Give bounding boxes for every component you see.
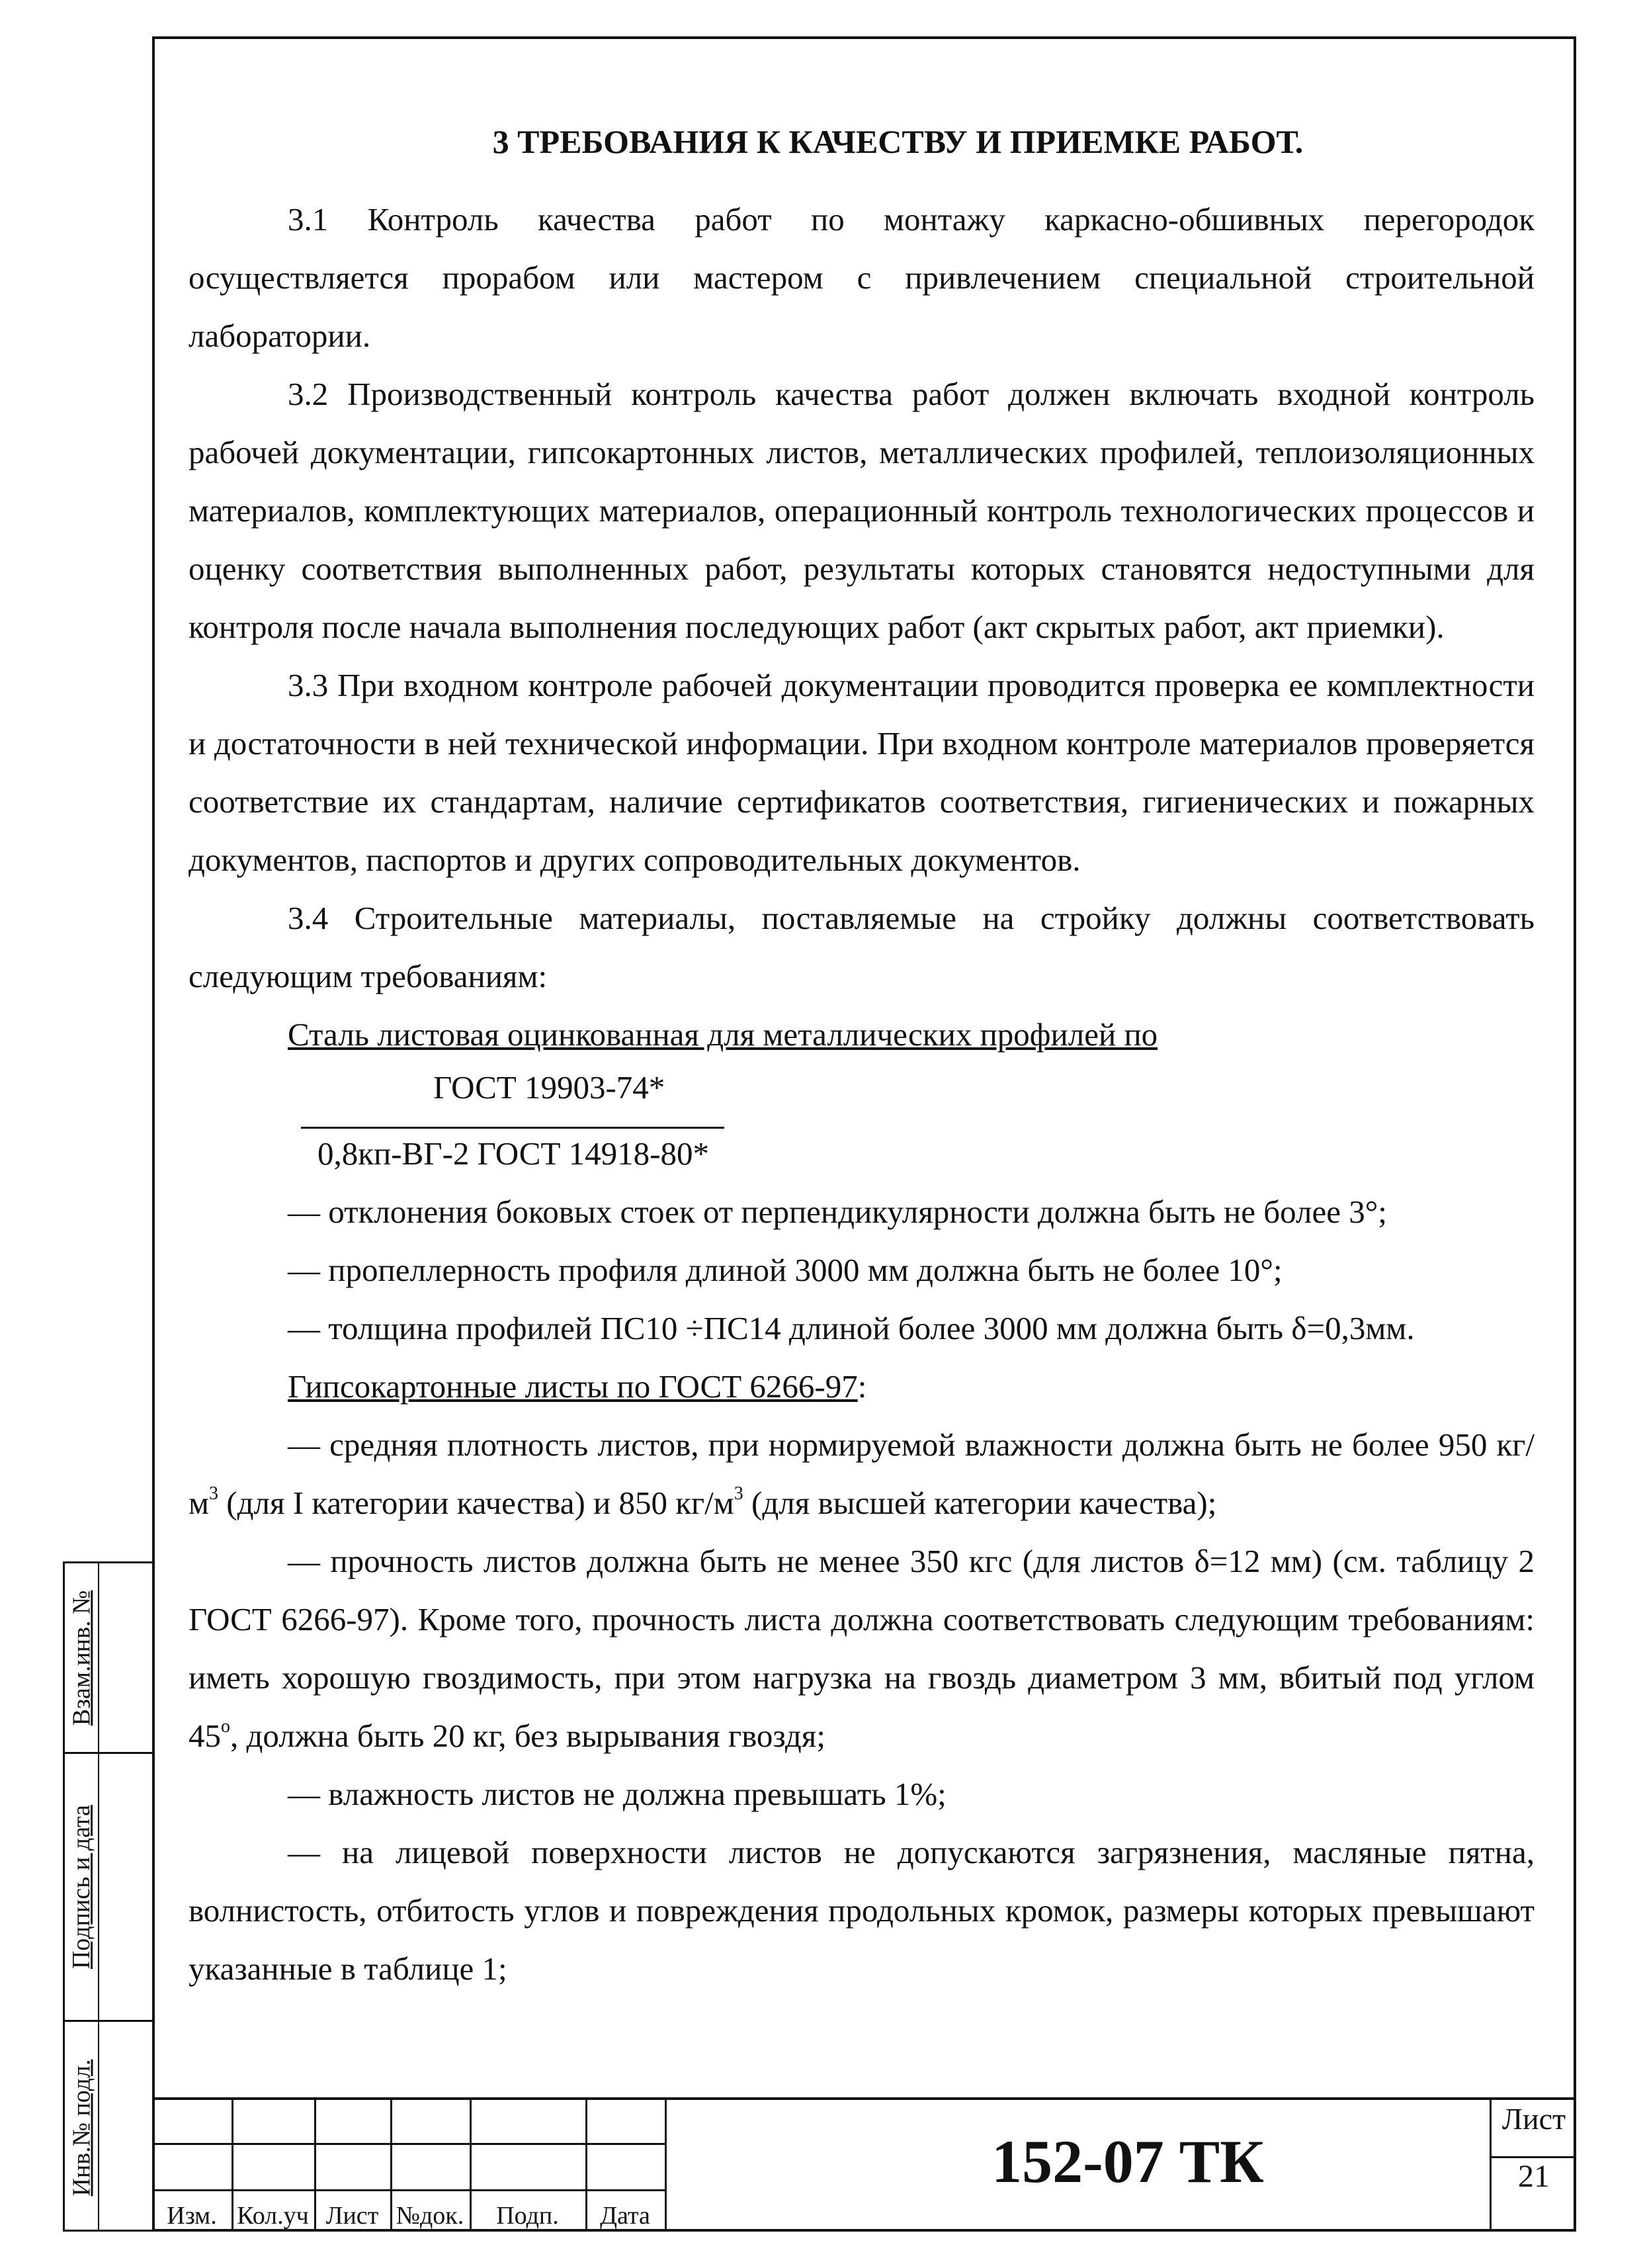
gkl-moisture: — влажность листов не должна превышать 1%; — [288, 1776, 947, 1812]
steel-heading: Сталь листовая оцинкованная для металлических профилей по — [288, 1016, 1158, 1053]
steel-item: — пропеллерность профиля длиной 3000 мм должна быть не более 10°; — [288, 1252, 1283, 1288]
caption-izm: Изм. — [167, 2202, 217, 2230]
side-podpis-label: Подпись и дата — [67, 1804, 96, 1970]
gkl-heading: Гипсокартонные листы по ГОСТ 6266-97: — [288, 1368, 867, 1405]
document-body — [189, 112, 1535, 1998]
gost-numerator: ГОСТ 19903-74* — [433, 1069, 665, 1106]
sheet-number: 21 — [1518, 2159, 1550, 2194]
title-block — [152, 2097, 1576, 2232]
paragraph-3-3: 3.3 При входном контроле рабочей документации проводится проверка ее комплектности и достаточности в ней технической информации. При входном контроле материалов проверяется соответствие их стандартам, наличие сертификатов соответствия, гигиенических и пожарных документов, паспортов и других сопроводительных документов. — [189, 667, 1535, 878]
caption-list: Лист — [325, 2202, 379, 2230]
steel-gost-fraction — [189, 1064, 1535, 1183]
gkl-surface: — на лицевой поверхности листов не допускаются загрязнения, масляные пятна, волнистость, отбитость углов и повреждения продольных кромок, размеры которых превышают указанные в таблице 1; — [189, 1834, 1535, 1987]
paragraph-3-2: 3.2 Производственный контроль качества работ должен включать входной контроль рабочей документации, гипсокартонных листов, металлических профилей, теплоизоляционных материалов, комплектующих материалов, операционный контроль технологических процессов и оценку соответствия выполненных работ, результаты которых становятся недоступными для контроля после начала выполнения последующих работ (акт скрытых работ, акт приемки). — [189, 376, 1535, 645]
document-code: 152-07 ТК — [991, 2128, 1264, 2195]
caption-podp: Подп. — [496, 2202, 559, 2230]
gkl-strength: — прочность листов должна быть не менее 350 кгс (для листов δ=12 мм) (см. таблицу 2 ГОСТ 6266-97). Кроме того, прочность листа должна соответствовать следующим требованиям: иметь хорошую гвоздимость, при этом нагрузка на гвоздь диаметром 3 мм, вбитый под углом 45$^o$, должна быть 20 кг, без вырывания гвоздя; — [189, 1543, 1535, 1754]
side-vzam-label: Взам.инв. № — [67, 1590, 96, 1725]
side-inv-label: Инв.№ подл. — [67, 2059, 96, 2197]
paragraph-3-1: 3.1 Контроль качества работ по монтажу каркасно-обшивных перегородок осуществляется прорабом или мастером с привлечением специальной строительной лаборатории. — [189, 201, 1535, 354]
caption-kol-uch: Кол.уч — [237, 2202, 309, 2230]
side-stamp — [63, 1561, 152, 2232]
caption-data: Дата — [600, 2202, 650, 2230]
paragraph-3-4: 3.4 Строительные материалы, поставляемые на стройку должны соответствовать следующим требованиям: — [189, 900, 1535, 994]
gkl-density: — средняя плотность листов, при нормируемой влажности должна быть не более 950 $кг/м^3$ (для I категории качества) и 850 $кг/м^3$ (для высшей категории качества); — [189, 1426, 1535, 1521]
gost-denominator: 0,8кп-ВГ-2 ГОСТ 14918-80* — [317, 1135, 709, 1172]
section-heading: 3 ТРЕБОВАНИЯ К КАЧЕСТВУ И ПРИЕМКЕ РАБОТ. — [492, 123, 1304, 160]
steel-item: — отклонения боковых стоек от перпендикулярности должна быть не более 3°; — [288, 1194, 1387, 1230]
steel-item: — толщина профилей ПС10 ÷ПС14 длиной более 3000 мм должна быть δ=0,3мм. — [288, 1310, 1415, 1346]
sheet-label: Лист — [1501, 2102, 1566, 2136]
caption-n-dok: №док. — [396, 2202, 464, 2230]
